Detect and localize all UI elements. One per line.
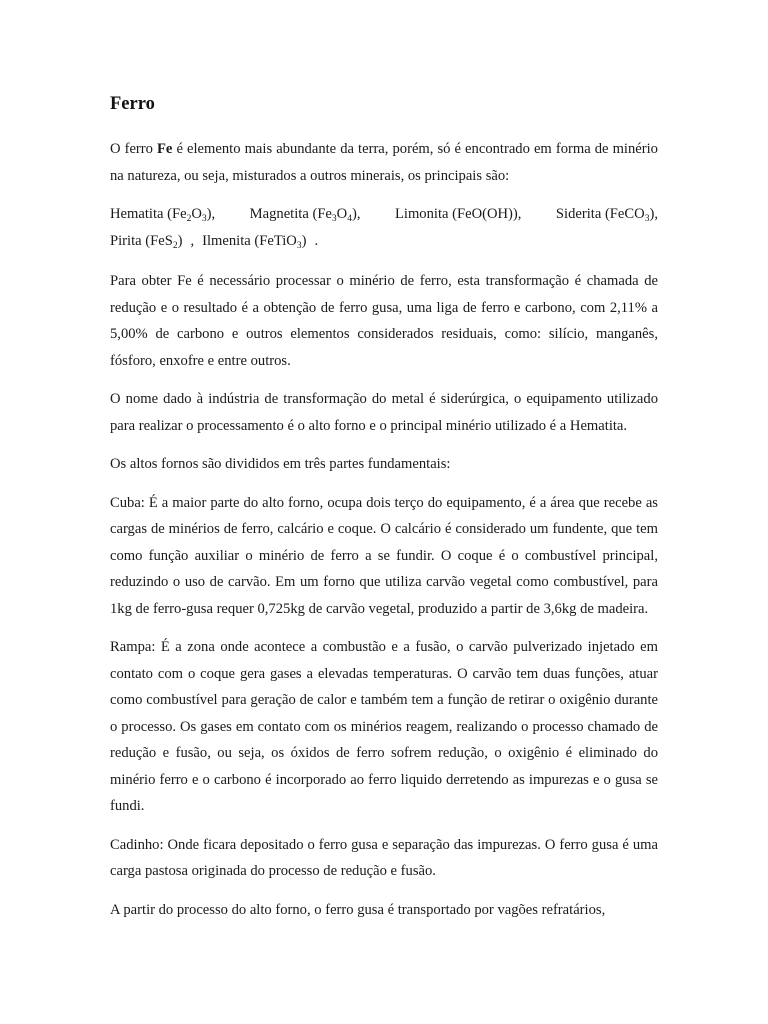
mineral-siderita: Siderita (FeCO$_3$), — [555, 206, 658, 224]
paragraph-partes: Os altos fornos são divididos em três partes fundamentais: — [110, 456, 451, 472]
intro-text-start: O ferro — [110, 141, 158, 157]
document-page — [110, 92, 658, 935]
mineral-ilmenita: Ilmenita (FeTiO$_3$) . — [202, 232, 319, 251]
paragraph-rampa: Rampa: É a zona onde acontece a combustão e a fusão, o carvão pulverizado injetado em contato com o coque gera gases a elevadas temperaturas. O carvão tem duas funções, atuar como combustível para geração de calor e também tem a função de retirar o oxigênio durante o processo. Os gases em contato com os minérios reagem, realizando o processo chamado de redução e fusão, ou seja, os óxidos de ferro sofrem redução, o oxigênio é eliminado do minério ferro e o carbono é incorporado ao ferro liquido derretendo as impurezas e o gusa se fundi. — [110, 639, 658, 814]
paragraph-cadinho: Cadinho: Onde ficara depositado o ferro gusa e separação das impurezas. O ferro gusa é uma carga pastosa originada do processo de redução e fusão. — [110, 836, 658, 879]
paragraph-alto-forno: A partir do processo do alto forno, o ferro gusa é transportado por vagões refratários, — [110, 901, 606, 918]
document-title: Ferro — [110, 94, 155, 114]
paragraph-cuba: Cuba: É a maior parte do alto forno, ocupa dois terço do equipamento, é a área que recebe as cargas de minérios de ferro, calcário e coque. O calcário é considerado um fundente, que tem como função auxiliar o minério de ferro a se fundir. O coque é o combustível principal, reduzindo o uso de carvão. Em um forno que utiliza carvão vegetal como combustível, para 1kg de ferro-gusa requer 0,725kg de carvão vegetal, produzido a partir de 3,6kg de madeira. — [110, 494, 658, 617]
paragraph-obtencao: Para obter Fe é necessário processar o minério de ferro, esta transformação é chamada de redução e o resultado é a obtenção de ferro gusa, uma liga de ferro e carbono, com 2,11% a 5,00% de carbono e outros elementos considerados residuais, como: silício, manganês, fósforo, enxofre e entre outros. — [110, 273, 658, 369]
minerals-list-line-2 — [110, 228, 658, 255]
mineral-hematita: Hematita $(Fe_2O_3)$, — [110, 206, 216, 224]
mineral-limonita: Limonita (FeO(OH)), — [394, 206, 522, 222]
intro-text-end: é elemento mais abundante da terra, porém, só é encontrado em forma de minério na natureza, ou seja, misturados a outros minerais, os principais são: — [110, 141, 658, 184]
intro-paragraph — [110, 136, 658, 189]
mineral-pirita: Pirita (FeS$_2$) , — [110, 232, 195, 251]
mineral-magnetita: Magnetita $(Fe_3O_4)$, — [249, 206, 361, 224]
iron-symbol: Fe — [157, 141, 173, 157]
paragraph-siderurgica: O nome dado à indústria de transformação do metal é siderúrgica, o equipamento utilizado para realizar o processamento é o alto forno e o principal minério utilizado é a Hematita. — [110, 391, 658, 434]
minerals-list-line-1 — [110, 201, 658, 228]
